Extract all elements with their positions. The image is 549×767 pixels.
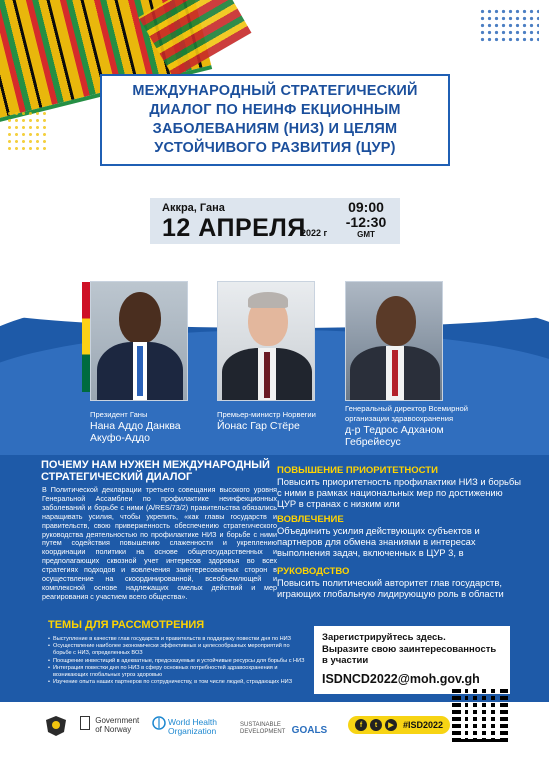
speaker-3-role: Генеральный директор Всемирной организации здравоохранения	[345, 404, 468, 423]
speaker-3-photo	[345, 281, 443, 401]
youtube-icon[interactable]: ▶	[385, 719, 397, 731]
goal-priority	[277, 465, 522, 509]
sdg-goals-text: GOALS	[291, 725, 328, 736]
who-logo-text: World Health Organization	[168, 717, 217, 736]
goal-leadership-heading: РУКОВОДСТВО	[277, 566, 350, 577]
goal-engagement	[277, 514, 522, 558]
speaker-2-photo	[217, 281, 315, 401]
event-day: 12 АПРЕЛЯ	[162, 214, 306, 242]
registration-box[interactable]	[314, 626, 510, 694]
why-text: В Политической декларации третьего совещания высокого уровня Генеральной Ассамблеи по профилактике неинфекционных заболеваний и борьбе с ними (A/RES/73/2) правительства обязались наращивать усилия, чтобы укрепить, «как главы государств и правительств, свою приверженность обеспечению стратегического руководства деятельностью по профилактике НИЗ и борьбе с ними путем содействия повышению слаженности и укреплению координации политики на основе общегосударственных и предполагающих сквозной учет интересов здоровья во всех стратегиях подходов и вовлечения заинтересованных сторон в осуществление на скоординированной, всеобъемлющей и комплексной основе надлежащих смелых действий и мер реагирования с участием всего общества».	[42, 485, 277, 601]
event-time	[338, 200, 394, 240]
speaker-1-name: Нана Аддо Данква Акуфо-Аддо	[90, 420, 181, 444]
speaker-3-name: д-р Тедрос Адханом Гебрейесус	[345, 424, 444, 448]
norway-text: Government of Norway	[95, 716, 140, 734]
list-item: • Поощрение инвестиций в адекватные, предсказуемые и устойчивые ресурсы для борьбы с НИЗ	[48, 658, 308, 665]
facebook-icon[interactable]: f	[355, 719, 367, 731]
social-bar	[348, 716, 450, 734]
registration-line-2: Выразите свою заинтересованность в участии	[322, 643, 497, 666]
dot-pattern-2	[6, 110, 46, 150]
norway-lion-icon	[80, 716, 90, 730]
goal-engagement-heading: ВОВЛЕЧЕНИЕ	[277, 514, 344, 525]
goal-engagement-text: Объединить усилия действующих субъектов и партнеров для обмена знаниями в интересах выполнения задач, включенных в ЦУР 3, в	[277, 525, 480, 558]
speaker-2-name: Йонас Гар Стёре	[217, 420, 300, 432]
speaker-1-caption	[90, 410, 200, 444]
goal-leadership-text: Повысить политический авторитет глав государств, играющих глобальную лидирующую роль в области	[277, 577, 504, 599]
speaker-1-role: Президент Ганы	[90, 410, 148, 419]
who-emblem-icon	[152, 716, 166, 730]
registration-email-link[interactable]: ISDNCD2022@moh.gov.gh	[322, 671, 480, 686]
twitter-icon[interactable]: t	[370, 719, 382, 731]
time-end: -12:30	[345, 214, 387, 230]
sdg-small-text: SUSTAINABLE DEVELOPMENT	[240, 722, 286, 735]
list-item: • Изучение опыта наших партнеров по сотрудничеству, в том числе людей, страдающих НИЗ	[48, 679, 308, 686]
event-year: 2022 г	[301, 228, 328, 238]
topics-list	[48, 636, 308, 686]
time-start: 09:00	[348, 199, 384, 215]
list-item: • Выступление в качестве глав государств и правительств в поддержку повестки дня по НИЗ	[48, 636, 308, 643]
page-title: МЕЖДУНАРОДНЫЙ СТРАТЕГИЧЕСКИЙ ДИАЛОГ ПО НЕИНФ ЕКЦИОННЫМ ЗАБОЛЕВАНИЯМ (НИЗ) И ЦЕЛЯМ УСТОЙЧИВОГО РАЗВИТИЯ (ЦУР)	[132, 83, 418, 156]
list-item: • Осуществление наиболее экономически эффективных и целесообразных мероприятий по борьбе с НИЗ, определенных ВОЗ	[48, 643, 308, 657]
sdg-logo	[240, 722, 327, 736]
why-heading: ПОЧЕМУ НАМ НУЖЕН МЕЖДУНАРОДНЫЙ СТРАТЕГИЧЕСКИЙ ДИАЛОГ	[41, 459, 270, 483]
speaker-3-caption	[345, 404, 475, 448]
registration-line-1[interactable]: Зарегистрируйтесь здесь.	[322, 632, 446, 643]
title-box	[100, 74, 450, 166]
goal-leadership	[277, 566, 522, 599]
list-item: • Интеграция повестки дня по НИЗ в сферу основных потребностей здравоохранения и возникающих глобальных угроз здоровью	[48, 665, 308, 679]
speaker-1-photo	[90, 281, 188, 401]
topics-heading: ТЕМЫ ДЛЯ РАССМОТРЕНИЯ	[48, 619, 205, 631]
norway-logo	[80, 716, 145, 734]
goal-priority-text: Повысить приоритетность профилактики НИЗ и борьбы с ними в рамках национальных мер по достижению ЦУР в странах с низким или	[277, 476, 522, 509]
timezone: GMT	[357, 230, 375, 239]
event-city: Аккра, Гана	[162, 202, 225, 214]
speaker-2-role: Премьер-министр Норвегии	[217, 410, 316, 419]
goal-priority-heading: ПОВЫШЕНИЕ ПРИОРИТЕТНОСТИ	[277, 465, 438, 476]
hashtag: #ISD2022	[403, 720, 444, 730]
ghana-coat-of-arms-icon	[42, 714, 70, 738]
qr-code-icon[interactable]	[452, 686, 508, 742]
dot-pattern	[479, 8, 539, 42]
speaker-2-caption	[217, 410, 337, 432]
